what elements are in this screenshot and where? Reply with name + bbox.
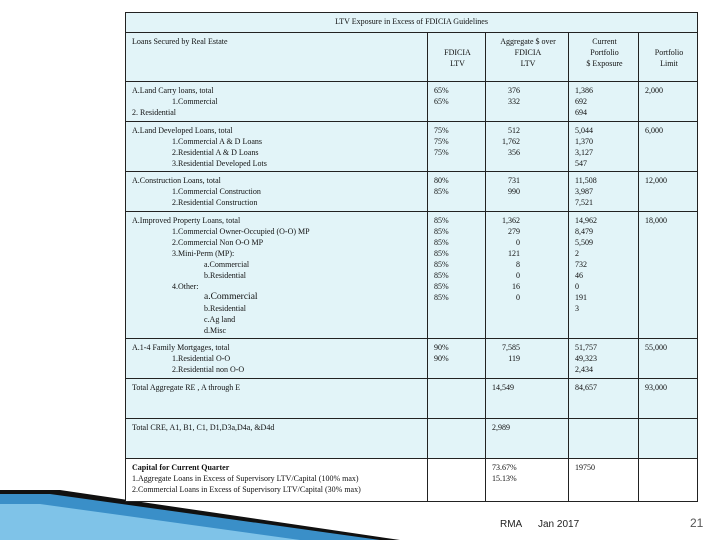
row-label: b.Residential bbox=[204, 304, 246, 313]
header-aggregate-over: Aggregate $ over FDICIA LTV bbox=[486, 33, 569, 82]
current-exposure-value: 14,962 bbox=[575, 216, 597, 225]
row-label: c.Ag land bbox=[204, 315, 236, 324]
header-loans: Loans Secured by Real Estate bbox=[126, 33, 428, 82]
row-label: Total Aggregate RE , A through E bbox=[132, 383, 241, 392]
aggregate-over-value: 16 bbox=[512, 282, 520, 291]
row-label: A.Land Developed Loans, total bbox=[132, 126, 233, 135]
current-exposure-value: 3,127 bbox=[575, 148, 593, 157]
row-label: 4.Other: bbox=[172, 282, 199, 291]
aggregate-over-value: 512 bbox=[508, 126, 520, 135]
portfolio-limit-cell bbox=[639, 459, 698, 502]
fdicia-ltv-value: 65% bbox=[434, 86, 449, 95]
fdicia-ltv-cell bbox=[428, 379, 486, 419]
row-label: 1.Commercial Construction bbox=[172, 187, 261, 196]
aggregate-over-value: 7,585 bbox=[502, 343, 520, 352]
current-exposure-value: 692 bbox=[575, 97, 587, 106]
table-row bbox=[126, 419, 698, 459]
aggregate-over-value: 356 bbox=[508, 148, 520, 157]
current-exposure-value: 5,044 bbox=[575, 126, 593, 135]
current-exposure-value: 732 bbox=[575, 260, 587, 269]
current-exposure-value: 2 bbox=[575, 249, 579, 258]
aggregate-over-value: 73.67% bbox=[492, 463, 517, 472]
row-label: 2.Residential non O-O bbox=[172, 365, 245, 374]
row-label-cell bbox=[126, 379, 428, 419]
row-label-cell bbox=[126, 212, 428, 339]
aggregate-over-cell bbox=[486, 172, 569, 212]
current-exposure-value: 2,434 bbox=[575, 365, 593, 374]
current-exposure-cell bbox=[569, 172, 639, 212]
header-portfolio-limit: Portfolio Limit bbox=[639, 33, 698, 82]
current-exposure-cell bbox=[569, 419, 639, 459]
current-exposure-value: 51,757 bbox=[575, 343, 597, 352]
aggregate-over-value: 279 bbox=[508, 227, 520, 236]
aggregate-over-cell bbox=[486, 212, 569, 339]
aggregate-over-value: 8 bbox=[516, 260, 520, 269]
current-exposure-value: 11,508 bbox=[575, 176, 597, 185]
current-exposure-value: 19750 bbox=[575, 463, 595, 472]
row-label-cell bbox=[126, 459, 428, 502]
fdicia-ltv-value: 85% bbox=[434, 216, 449, 225]
row-label: 1.Aggregate Loans in Excess of Supervisory LTV/Capital (100% max) bbox=[132, 474, 359, 483]
table-row bbox=[126, 459, 698, 502]
table-row bbox=[126, 212, 698, 339]
portfolio-limit-cell bbox=[639, 212, 698, 339]
fdicia-ltv-value: 85% bbox=[434, 187, 449, 196]
fdicia-ltv-value: 85% bbox=[434, 282, 449, 291]
row-label: 2.Commercial Loans in Excess of Supervisory LTV/Capital (30% max) bbox=[132, 485, 361, 494]
fdicia-ltv-cell bbox=[428, 339, 486, 379]
fdicia-ltv-value: 85% bbox=[434, 238, 449, 247]
row-label: A.Construction Loans, total bbox=[132, 176, 221, 185]
row-label: A.Land Carry loans, total bbox=[132, 86, 214, 95]
table-row bbox=[126, 82, 698, 122]
row-label: 3.Residential Developed Lots bbox=[172, 159, 267, 168]
aggregate-over-value: 0 bbox=[516, 271, 520, 280]
fdicia-ltv-cell bbox=[428, 82, 486, 122]
row-label-cell bbox=[126, 122, 428, 172]
table-row bbox=[126, 122, 698, 172]
current-exposure-value: 1,386 bbox=[575, 86, 593, 95]
current-exposure-cell bbox=[569, 339, 639, 379]
row-label: Capital for Current Quarter bbox=[132, 463, 230, 472]
portfolio-limit-cell bbox=[639, 82, 698, 122]
aggregate-over-value: 2,989 bbox=[492, 423, 510, 432]
portfolio-limit-value: 93,000 bbox=[645, 383, 667, 392]
portfolio-limit-value: 6,000 bbox=[645, 126, 663, 135]
current-exposure-value: 3,987 bbox=[575, 187, 593, 196]
current-exposure-cell bbox=[569, 122, 639, 172]
portfolio-limit-value: 12,000 bbox=[645, 176, 667, 185]
fdicia-ltv-cell bbox=[428, 419, 486, 459]
row-label: a.Commercial bbox=[204, 260, 250, 269]
current-exposure-value: 547 bbox=[575, 159, 587, 168]
fdicia-ltv-value: 75% bbox=[434, 148, 449, 157]
current-exposure-value: 3 bbox=[575, 304, 579, 313]
portfolio-limit-value: 55,000 bbox=[645, 343, 667, 352]
fdicia-ltv-value: 85% bbox=[434, 260, 449, 269]
fdicia-ltv-value: 85% bbox=[434, 227, 449, 236]
ltv-exposure-table bbox=[125, 12, 698, 502]
current-exposure-value: 0 bbox=[575, 282, 579, 291]
aggregate-over-value: 376 bbox=[508, 86, 520, 95]
row-label: 1.Commercial Owner-Occupied (O-O) MP bbox=[172, 227, 310, 236]
table-title: LTV Exposure in Excess of FDICIA Guidelines bbox=[126, 13, 698, 33]
current-exposure-cell bbox=[569, 212, 639, 339]
fdicia-ltv-value: 85% bbox=[434, 293, 449, 302]
current-exposure-value: 5,509 bbox=[575, 238, 593, 247]
row-label: 2.Residential Construction bbox=[172, 198, 258, 207]
portfolio-limit-cell bbox=[639, 379, 698, 419]
fdicia-ltv-cell bbox=[428, 459, 486, 502]
aggregate-over-value: 121 bbox=[508, 249, 520, 258]
aggregate-over-value: 14,549 bbox=[492, 383, 514, 392]
fdicia-ltv-value: 75% bbox=[434, 137, 449, 146]
row-label: A.Improved Property Loans, total bbox=[132, 216, 241, 225]
row-label: 1.Commercial A & D Loans bbox=[172, 137, 262, 146]
current-exposure-value: 694 bbox=[575, 108, 587, 117]
current-exposure-value: 191 bbox=[575, 293, 587, 302]
current-exposure-value: 46 bbox=[575, 271, 583, 280]
footer-org: RMA bbox=[500, 519, 523, 530]
header-current-exposure: Current Portfolio $ Exposure bbox=[569, 33, 639, 82]
row-label: b.Residential bbox=[204, 271, 246, 280]
row-label: A.1-4 Family Mortgages, total bbox=[132, 343, 230, 352]
aggregate-over-value: 0 bbox=[516, 238, 520, 247]
fdicia-ltv-cell bbox=[428, 172, 486, 212]
current-exposure-cell bbox=[569, 82, 639, 122]
table-row bbox=[126, 339, 698, 379]
aggregate-over-value: 332 bbox=[508, 97, 520, 106]
row-label: d.Misc bbox=[204, 326, 226, 335]
portfolio-limit-cell bbox=[639, 419, 698, 459]
fdicia-ltv-cell bbox=[428, 212, 486, 339]
current-exposure-cell bbox=[569, 379, 639, 419]
fdicia-ltv-cell bbox=[428, 122, 486, 172]
current-exposure-value: 8,479 bbox=[575, 227, 593, 236]
current-exposure-value: 49,323 bbox=[575, 354, 597, 363]
page-number: 21 bbox=[690, 516, 704, 530]
row-label: 2.Commercial Non O-O MP bbox=[172, 238, 264, 247]
current-exposure-value: 84,657 bbox=[575, 383, 597, 392]
aggregate-over-value: 119 bbox=[508, 354, 520, 363]
row-label-cell bbox=[126, 82, 428, 122]
aggregate-over-cell bbox=[486, 82, 569, 122]
fdicia-ltv-value: 90% bbox=[434, 343, 449, 352]
portfolio-limit-value: 2,000 bbox=[645, 86, 663, 95]
portfolio-limit-cell bbox=[639, 172, 698, 212]
row-label: 3.Mini-Perm (MP): bbox=[172, 249, 235, 258]
row-label-cell bbox=[126, 172, 428, 212]
aggregate-over-value: 15.13% bbox=[492, 474, 517, 483]
row-label: a.Commercial bbox=[204, 292, 258, 302]
fdicia-ltv-value: 65% bbox=[434, 97, 449, 106]
row-label: 1.Residential O-O bbox=[172, 354, 231, 363]
current-exposure-value: 7,521 bbox=[575, 198, 593, 207]
aggregate-over-cell bbox=[486, 459, 569, 502]
footer-date: Jan 2017 bbox=[538, 519, 580, 530]
row-label: 2.Residential A & D Loans bbox=[172, 148, 259, 157]
aggregate-over-cell bbox=[486, 339, 569, 379]
portfolio-limit-value: 18,000 bbox=[645, 216, 667, 225]
aggregate-over-cell bbox=[486, 419, 569, 459]
fdicia-ltv-value: 80% bbox=[434, 176, 449, 185]
aggregate-over-value: 0 bbox=[516, 293, 520, 302]
current-exposure-cell bbox=[569, 459, 639, 502]
current-exposure-value: 1,370 bbox=[575, 137, 593, 146]
row-label: 1.Commercial bbox=[172, 97, 218, 106]
row-label: 2. Residential bbox=[132, 108, 176, 117]
aggregate-over-cell bbox=[486, 122, 569, 172]
header-fdicia-ltv: FDICIA LTV bbox=[428, 33, 486, 82]
aggregate-over-value: 1,762 bbox=[502, 137, 520, 146]
aggregate-over-value: 990 bbox=[508, 187, 520, 196]
row-label-cell bbox=[126, 419, 428, 459]
fdicia-ltv-value: 90% bbox=[434, 354, 449, 363]
fdicia-ltv-value: 75% bbox=[434, 126, 449, 135]
aggregate-over-value: 1,362 bbox=[502, 216, 520, 225]
aggregate-over-cell bbox=[486, 379, 569, 419]
portfolio-limit-cell bbox=[639, 339, 698, 379]
table-row bbox=[126, 379, 698, 419]
portfolio-limit-cell bbox=[639, 122, 698, 172]
aggregate-over-value: 731 bbox=[508, 176, 520, 185]
table-row bbox=[126, 172, 698, 212]
row-label-cell bbox=[126, 339, 428, 379]
row-label: Total CRE, A1, B1, C1, D1,D3a,D4a, &D4d bbox=[132, 423, 275, 432]
fdicia-ltv-value: 85% bbox=[434, 271, 449, 280]
fdicia-ltv-value: 85% bbox=[434, 249, 449, 258]
